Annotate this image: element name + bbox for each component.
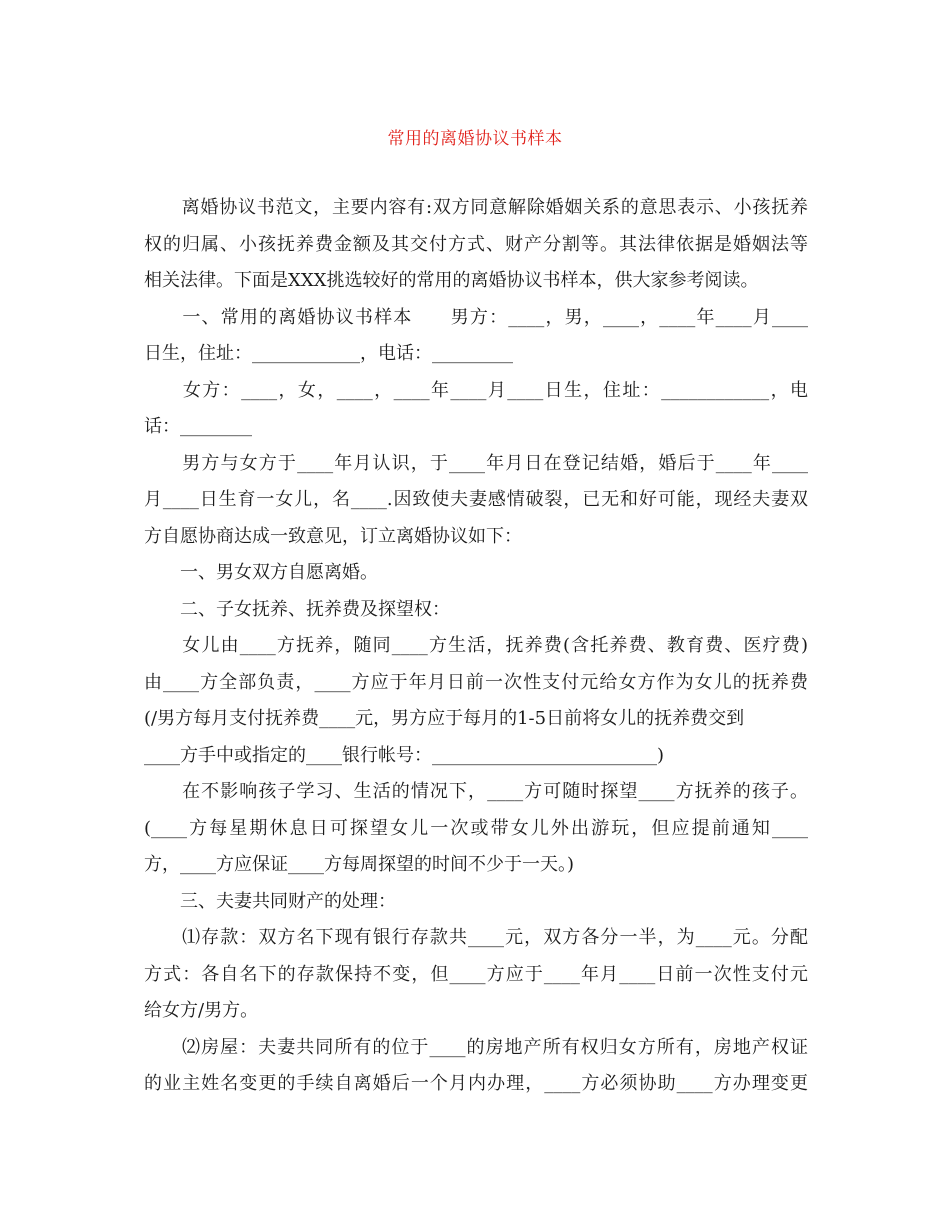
body-line: 在不影响孩子学习、生活的情况下，____方可随时探望____方抚养的孩子。 xyxy=(144,781,808,802)
body-line: 二、子女抚养、抚养费及探望权： xyxy=(144,598,450,620)
body-line: 离婚协议书范文，主要内容有:双方同意解除婚姻关系的意思表示、小孩抚养 xyxy=(144,197,808,218)
body-line: ⑴存款：双方名下现有银行存款共____元，双方各分一半，为____元。分配 xyxy=(144,927,808,948)
body-line: 一、男女双方自愿离婚。 xyxy=(144,562,378,583)
body-line: 日生，住址：____________，电话：_________ xyxy=(144,343,513,364)
body-line: 方自愿协商达成一致意见，订立离婚协议如下： xyxy=(144,525,522,547)
body-line: ⑵房屋：夫妻共同所有的位于____的房地产所有权归女方所有，房地产权证 xyxy=(144,1036,808,1058)
body-line: 权的归属、小孩抚养费金额及其交付方式、财产分割等。其法律依据是婚姻法等 xyxy=(144,233,808,255)
body-line: 女儿由____方抚养，随同____方生活，抚养费(含托养费、教育费、医疗费) xyxy=(144,635,808,656)
body-line: 由____方全部负责，____方应于年月日前一次性支付元给女方作为女儿的抚养费 xyxy=(144,671,808,693)
document-body xyxy=(144,190,808,1103)
body-line: 的业主姓名变更的手续自离婚后一个月内办理，____方必须协助____方办理变更 xyxy=(144,1073,808,1094)
body-line: 方，____方应保证____方每周探望的时间不少于一天。) xyxy=(144,854,575,875)
body-line: (/男方每月支付抚养费____元，男方应于每月的1-5日前将女儿的抚养费交到 xyxy=(144,708,745,729)
body-line: 一、常用的离婚协议书样本 男方：____，男，____，____年____月____ xyxy=(144,306,808,328)
body-line: (____方每星期休息日可探望女儿一次或带女儿外出游玩，但应提前通知____ xyxy=(144,817,808,839)
body-line: 月____日生育一女儿，名____.因致使夫妻感情破裂，已无和好可能，现经夫妻双 xyxy=(144,489,808,510)
body-line: 给女方/男方。 xyxy=(144,1000,259,1021)
body-line: 话：________ xyxy=(144,416,252,437)
document-title: 常用的离婚协议书样本 xyxy=(387,129,563,149)
body-line: ____方手中或指定的____银行帐号：_________________________) xyxy=(144,744,665,766)
body-line: 相关法律。下面是XXX挑选较好的常用的离婚协议书样本，供大家参考阅读。 xyxy=(144,270,759,291)
body-line: 女方：____，女，____，____年____月____日生，住址：____________，电 xyxy=(144,379,808,401)
body-line: 方式：各自名下的存款保持不变，但____方应于____年月____日前一次性支付元 xyxy=(144,963,808,985)
body-line: 男方与女方于____年月认识，于____年月日在登记结婚，婚后于____年____ xyxy=(144,452,808,474)
body-line: 三、夫妻共同财产的处理： xyxy=(144,890,396,912)
